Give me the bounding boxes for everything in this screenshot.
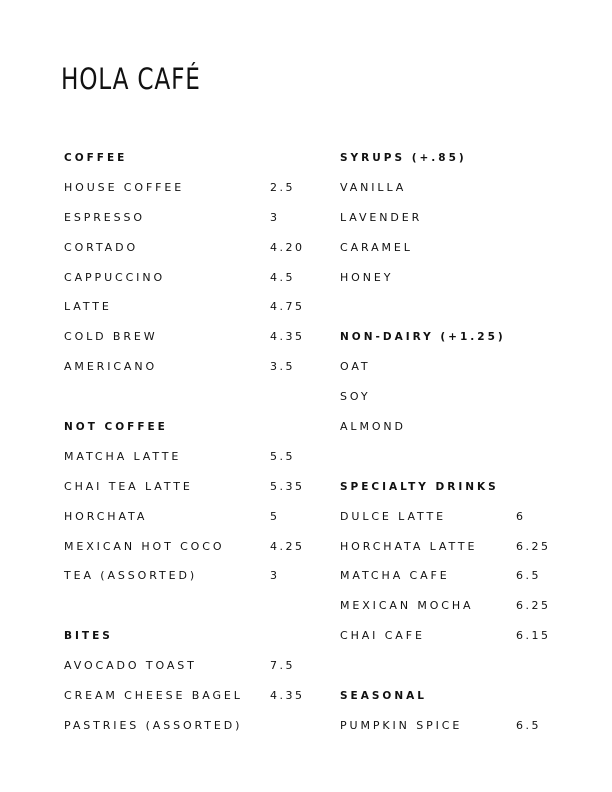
item-name: CHAI CAFE [340, 629, 425, 643]
menu-item [340, 358, 580, 388]
item-price: 6.5 [516, 718, 541, 732]
item-price: 2.5 [270, 180, 295, 194]
item-name: VANILLA [340, 180, 407, 194]
menu-item [340, 627, 580, 657]
section-spacer [64, 597, 304, 627]
menu-item [340, 388, 580, 418]
section-spacer [64, 388, 304, 418]
menu-item [64, 358, 304, 388]
section-not-coffee [64, 418, 304, 597]
item-name: CREAM CHEESE BAGEL [64, 689, 243, 703]
section-bites [64, 627, 304, 747]
section-heading: NOT COFFEE [64, 421, 168, 434]
item-name: AMERICANO [64, 360, 158, 374]
item-price: 5 [270, 509, 280, 523]
item-price: 4.25 [270, 539, 305, 553]
menu-item [64, 179, 304, 209]
item-price: 7.5 [270, 659, 295, 673]
item-name: CARAMEL [340, 240, 413, 254]
item-name: HORCHATA LATTE [340, 539, 478, 553]
menu-item [340, 597, 580, 627]
item-name: CHAI TEA LATTE [64, 479, 193, 493]
item-price: 4.75 [270, 300, 305, 314]
item-name: ALMOND [340, 420, 406, 434]
section-heading: SEASONAL [340, 690, 427, 703]
item-price: 3.5 [270, 360, 295, 374]
item-name: MEXICAN MOCHA [340, 599, 474, 613]
item-price: 5.5 [270, 449, 295, 463]
menu-item [64, 567, 304, 597]
section-coffee [64, 149, 304, 388]
item-price: 6.5 [516, 569, 541, 583]
menu-item [340, 717, 580, 747]
menu-item [340, 209, 580, 239]
menu-item [340, 269, 580, 299]
item-name: OAT [340, 360, 371, 374]
menu-item [64, 269, 304, 299]
menu-item [64, 298, 304, 328]
menu-item [64, 448, 304, 478]
menu-item [340, 179, 580, 209]
item-name: LATTE [64, 300, 112, 314]
item-price: 4.20 [270, 240, 305, 254]
menu-item [64, 328, 304, 358]
item-price: 6.25 [516, 539, 551, 553]
menu-item [64, 657, 304, 687]
item-name: AVOCADO TOAST [64, 659, 197, 673]
item-name: PUMPKIN SPICE [340, 718, 463, 732]
menu-item [340, 508, 580, 538]
item-price: 4.5 [270, 270, 295, 284]
item-name: TEA (ASSORTED) [64, 569, 198, 583]
item-price: 6.25 [516, 599, 551, 613]
section-heading: SYRUPS (+.85) [340, 152, 467, 164]
left-column [64, 149, 304, 747]
item-name: ESPRESSO [64, 210, 145, 224]
right-column [340, 149, 580, 747]
item-price: 5.35 [270, 479, 305, 493]
section-non-dairy [340, 328, 580, 448]
item-price: 6.15 [516, 629, 551, 643]
section-specialty-drinks [340, 478, 580, 657]
item-price: 4.35 [270, 330, 305, 344]
item-price: 6 [516, 509, 526, 523]
section-spacer [340, 448, 580, 478]
section-heading: NON-DAIRY (+1.25) [340, 331, 506, 344]
menu-item [64, 209, 304, 239]
menu-item [340, 567, 580, 597]
menu-item [64, 508, 304, 538]
item-price: 4.35 [270, 689, 305, 703]
menu-title: HOLA CAFÉ [61, 62, 201, 96]
item-name: MATCHA LATTE [64, 449, 182, 463]
menu-item [64, 538, 304, 568]
menu-item [340, 538, 580, 568]
menu-item [340, 239, 580, 269]
section-spacer [340, 298, 580, 328]
menu-item [64, 687, 304, 717]
item-name: MATCHA CAFE [340, 569, 450, 583]
item-name: HORCHATA [64, 509, 148, 523]
item-name: MEXICAN HOT COCO [64, 539, 225, 553]
item-name: PASTRIES (ASSORTED) [64, 718, 243, 732]
section-heading: COFFEE [64, 152, 128, 164]
item-price: 3 [270, 210, 280, 224]
section-seasonal [340, 687, 580, 747]
item-name: CAPPUCCINO [64, 270, 166, 284]
item-name: CORTADO [64, 240, 139, 254]
menu-item [64, 478, 304, 508]
item-name: HONEY [340, 270, 394, 284]
item-name: COLD BREW [64, 330, 158, 344]
section-heading: BITES [64, 630, 113, 643]
menu-item [64, 239, 304, 269]
item-name: DULCE LATTE [340, 509, 446, 523]
menu-item [64, 717, 304, 747]
section-heading: SPECIALTY DRINKS [340, 480, 499, 493]
menu-item [340, 418, 580, 448]
item-price: 3 [270, 569, 280, 583]
section-syrups [340, 149, 580, 298]
item-name: LAVENDER [340, 210, 423, 224]
item-name: SOY [340, 390, 371, 404]
section-spacer [340, 657, 580, 687]
item-name: HOUSE COFFEE [64, 180, 185, 194]
